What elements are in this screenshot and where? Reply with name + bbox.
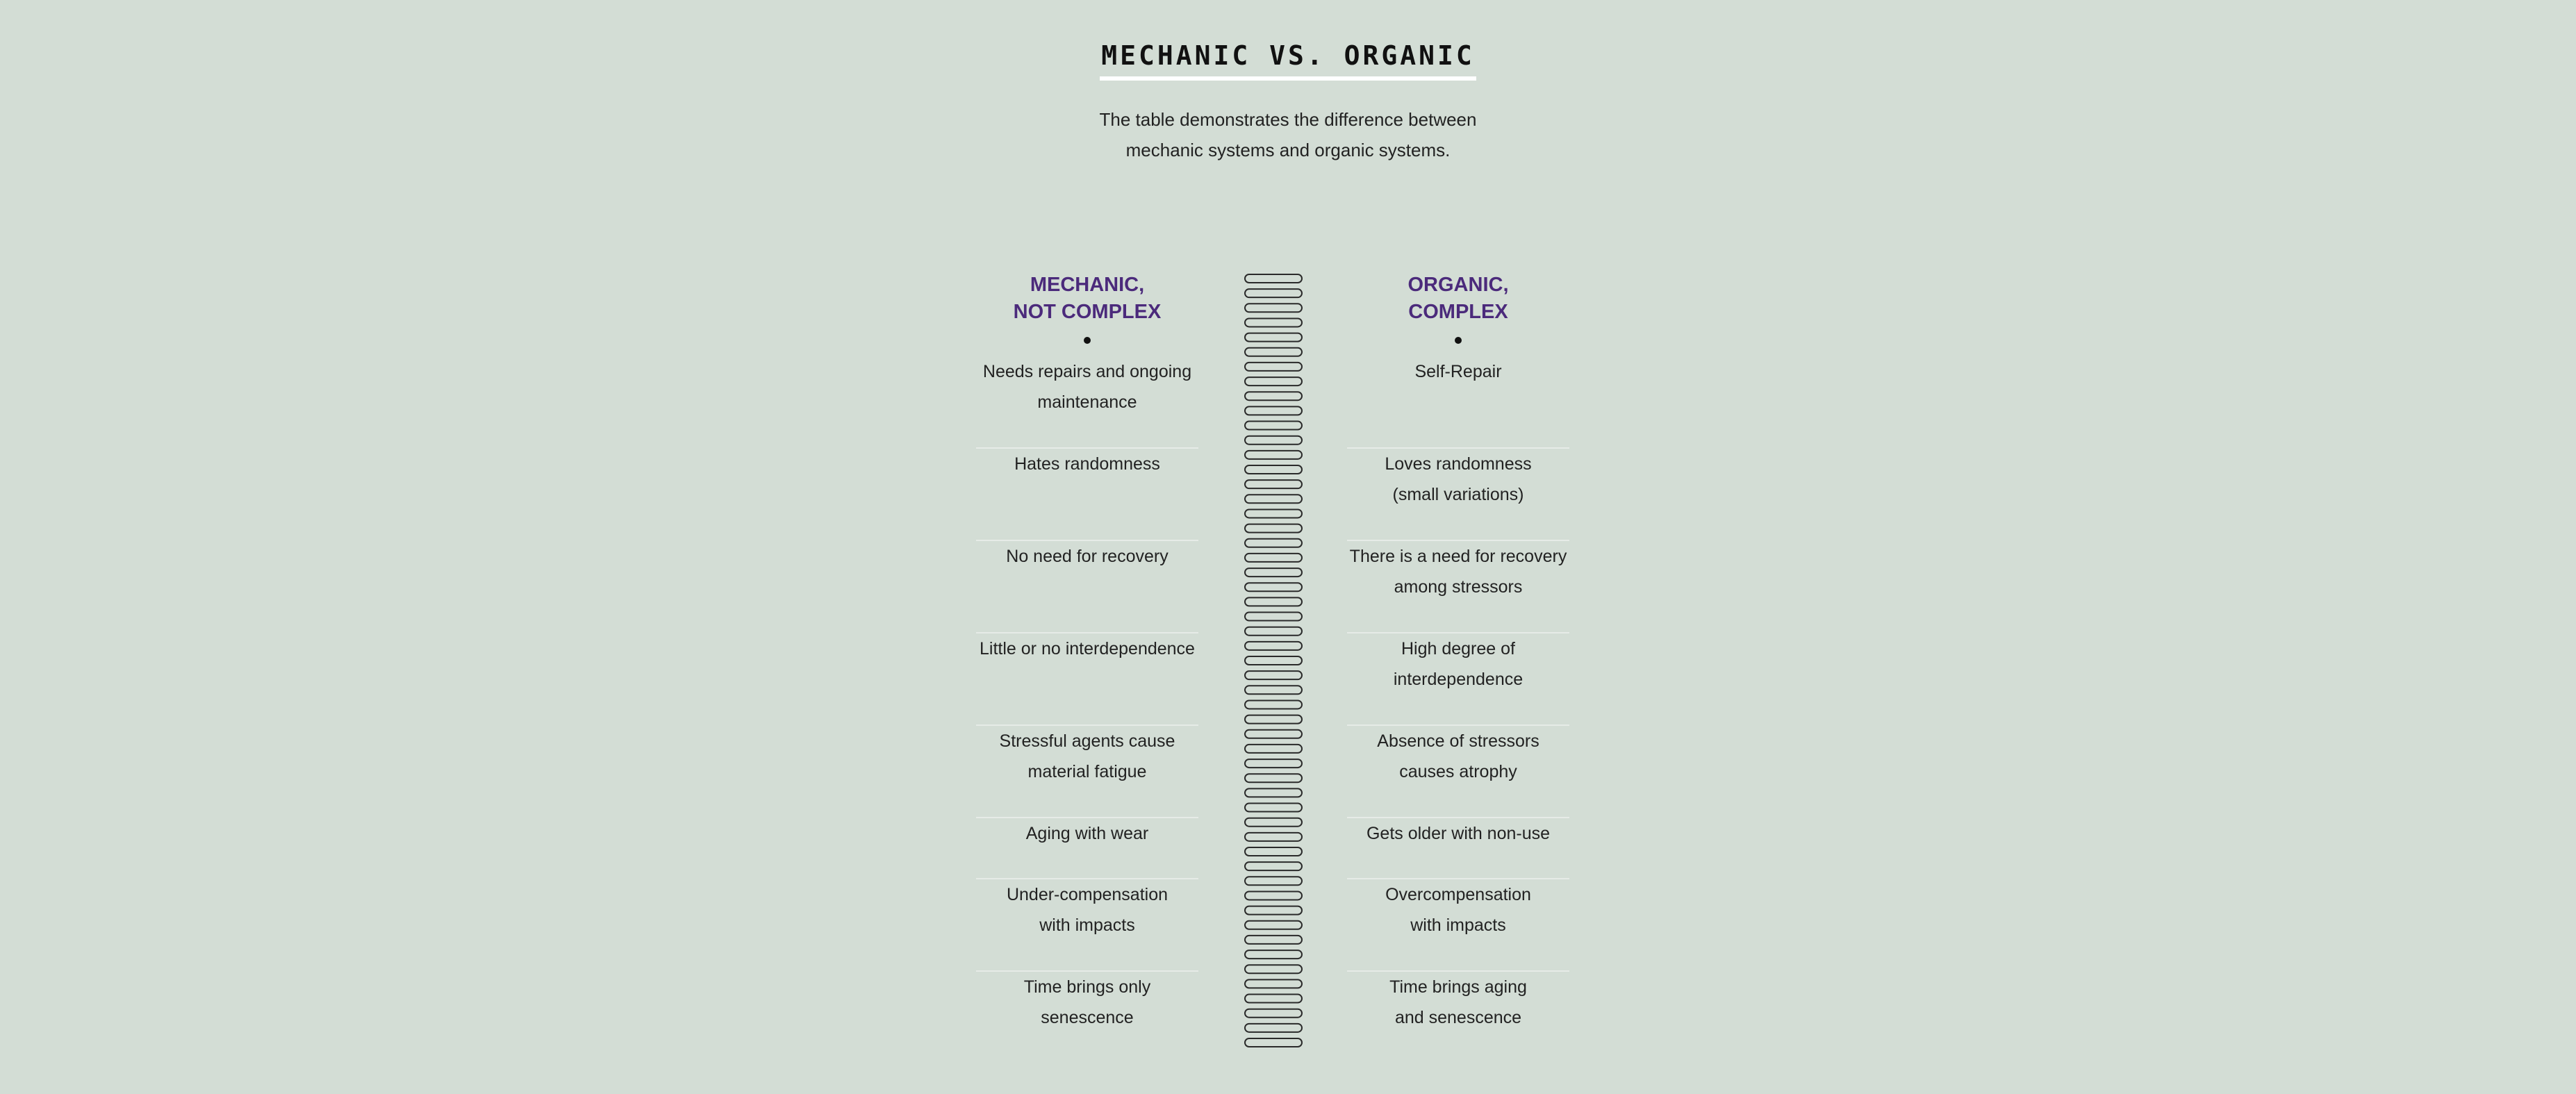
coil-loop	[1245, 1024, 1302, 1032]
cell-line: Overcompensation	[1385, 885, 1531, 904]
coil-loop	[1245, 656, 1302, 665]
coil-loop	[1245, 363, 1302, 371]
mechanic-column-heading	[976, 267, 1198, 323]
cell-line: Time brings only	[1023, 977, 1151, 997]
coil-loop	[1245, 745, 1302, 753]
page-subtitle	[1010, 104, 1566, 165]
cell-line: Loves randomness	[1385, 454, 1532, 474]
coil-loop	[1245, 715, 1302, 724]
coil-loop	[1245, 451, 1302, 459]
coil-loop	[1245, 995, 1302, 1003]
cell-line: Needs repairs and ongoing	[982, 362, 1192, 381]
mechanic-cell	[976, 972, 1198, 1064]
coil-loop	[1245, 613, 1302, 621]
coil-loop	[1245, 495, 1302, 503]
coil-loop	[1245, 480, 1302, 488]
cell-line: Gets older with non-use	[1366, 824, 1551, 843]
coil-loop	[1245, 862, 1302, 870]
organic-cell	[1347, 541, 1569, 633]
coil-loop	[1245, 877, 1302, 885]
cell-line: interdependence	[1393, 670, 1524, 689]
coil-loop	[1245, 979, 1302, 988]
coil-loop	[1245, 583, 1302, 591]
cell-line: Hates randomness	[1014, 454, 1160, 474]
organic-column	[1347, 267, 1569, 1064]
cell-line: Self-Repair	[1414, 362, 1502, 381]
coil-loop	[1245, 804, 1302, 812]
organic-cell	[1347, 449, 1569, 541]
cell-line: with impacts	[1039, 915, 1135, 935]
bullet-dot-icon	[1455, 337, 1462, 344]
coil-loop	[1245, 597, 1302, 606]
cell-line: Stressful agents cause	[999, 731, 1175, 751]
coil-loop	[1245, 891, 1302, 900]
mechanic-cell	[976, 356, 1198, 449]
coil-loop	[1245, 377, 1302, 386]
coil-loop	[1245, 936, 1302, 944]
coil-loop	[1245, 1038, 1302, 1047]
coil-loop	[1245, 465, 1302, 474]
cell-line: Little or no interdependence	[980, 639, 1195, 658]
coil-loop	[1245, 406, 1302, 415]
subtitle-line-2: mechanic systems and organic systems.	[1125, 140, 1451, 160]
cell-line: High degree of	[1401, 639, 1515, 658]
organic-cell	[1347, 356, 1569, 449]
coil-loop	[1245, 509, 1302, 517]
coil-loop	[1245, 422, 1302, 430]
coil-loop	[1245, 642, 1302, 650]
spring-coil-icon	[1244, 273, 1303, 1047]
page-title: MECHANIC VS. ORGANIC	[1100, 39, 1476, 81]
organic-cell	[1347, 972, 1569, 1064]
cell-line: (small variations)	[1392, 485, 1524, 504]
coil-loop	[1245, 436, 1302, 445]
coil-loop	[1245, 333, 1302, 342]
cell-line: Aging with wear	[1025, 824, 1149, 843]
organic-cell	[1347, 818, 1569, 879]
coil-loop	[1245, 554, 1302, 562]
coil-loop	[1245, 304, 1302, 312]
cell-line: among stressors	[1394, 577, 1523, 597]
cell-line: maintenance	[1037, 392, 1137, 412]
coil-loop	[1245, 965, 1302, 973]
cell-line: There is a need for recovery	[1349, 547, 1567, 566]
organic-column-heading	[1347, 267, 1569, 323]
coil-loop	[1245, 1009, 1302, 1018]
cell-line: material fatigue	[1027, 762, 1147, 781]
title-wrap	[0, 39, 2576, 81]
coil-loop	[1245, 392, 1302, 400]
coil-loop	[1245, 539, 1302, 547]
coil-loop	[1245, 818, 1302, 827]
coil-loop	[1245, 686, 1302, 694]
organic-heading-line-1: ORGANIC,	[1407, 274, 1509, 296]
coil-loop	[1245, 700, 1302, 708]
cell-line: causes atrophy	[1399, 762, 1517, 781]
mechanic-heading-line-1: MECHANIC,	[1030, 274, 1145, 296]
coil-loop	[1245, 950, 1302, 959]
organic-bullet-row	[1347, 323, 1569, 356]
organic-cell	[1347, 879, 1569, 972]
coil-loop	[1245, 921, 1302, 929]
cell-line: with impacts	[1410, 915, 1506, 935]
cell-line: Absence of stressors	[1377, 731, 1539, 751]
coil-loop	[1245, 847, 1302, 856]
coil-loop	[1245, 524, 1302, 533]
organic-cell	[1347, 726, 1569, 818]
coil-loop	[1245, 906, 1302, 915]
coil-loop	[1245, 671, 1302, 679]
coil-loop	[1245, 627, 1302, 636]
subtitle-line-1: The table demonstrates the difference between	[1099, 109, 1477, 130]
cell-line: and senescence	[1394, 1008, 1522, 1027]
organic-heading-line-2: COMPLEX	[1408, 301, 1508, 323]
coil-loop	[1245, 289, 1302, 297]
bullet-dot-icon	[1084, 337, 1091, 344]
coil-loop	[1245, 774, 1302, 782]
coil-loop	[1245, 274, 1302, 283]
coil-loop	[1245, 568, 1302, 577]
coil-loop	[1245, 318, 1302, 326]
coil-loop	[1245, 730, 1302, 738]
mechanic-cell	[976, 449, 1198, 541]
coil-loop	[1245, 833, 1302, 841]
mechanic-heading-line-2: NOT COMPLEX	[1013, 301, 1162, 323]
mechanic-cell	[976, 879, 1198, 972]
organic-cell	[1347, 633, 1569, 726]
mechanic-cell	[976, 818, 1198, 879]
cell-line: Under-compensation	[1006, 885, 1169, 904]
mechanic-cell	[976, 726, 1198, 818]
coil-loop	[1245, 348, 1302, 356]
cell-line: No need for recovery	[1006, 547, 1169, 566]
cell-line: senescence	[1041, 1008, 1134, 1027]
mechanic-column	[976, 267, 1198, 1064]
mechanic-bullet-row	[976, 323, 1198, 356]
coil-loop	[1245, 788, 1302, 797]
mechanic-cell	[976, 633, 1198, 726]
cell-line: Time brings aging	[1389, 977, 1527, 997]
mechanic-cell	[976, 541, 1198, 633]
coil-loop	[1245, 759, 1302, 768]
